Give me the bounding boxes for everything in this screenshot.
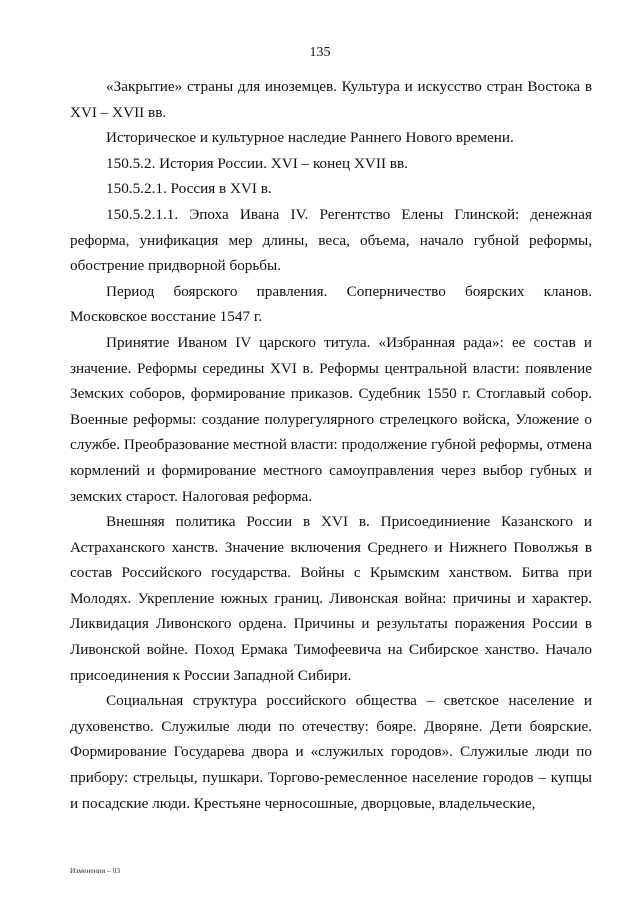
paragraph-2: Историческое и культурное наследие Раннего Нового времени. <box>106 129 514 147</box>
paragraph-reforms: Принятие Иваном IV царского титула. «Избранная рада»: ее состав и значение. Реформы середины XVI в. Реформы центральной власти: появление Земских соборов, формирование приказов. Судебник 1550 г. Стоглавый собор. Военные реформы: создание полурегулярного стрелецкого войска, Уложение о службе. Преобразование местной власти: продолжение губной реформы, отмена кормлений и формирование местного самоуправления через выбор губных и земских старост. Налоговая реформа. <box>70 333 592 505</box>
footer-revision-note: Изменения – 03 <box>70 866 121 875</box>
section-heading-history-russia: 150.5.2. История России. XVI – конец XVII вв. <box>106 154 408 172</box>
paragraph-1: «Закрытие» страны для иноземцев. Культура и искусство стран Востока в XVI – XVII вв. <box>70 78 592 121</box>
section-heading-russia-16th: 150.5.2.1. Россия в XVI в. <box>106 180 272 198</box>
body-text <box>70 74 592 816</box>
page-number: 135 <box>309 45 331 60</box>
paragraph-social-structure: Социальная структура российского общества – светское население и духовенство. Служилые люди по отечеству: бояре. Дворяне. Дети боярские. Формирование Государева двора и «служилых городов». Служилые люди по прибору: стрельцы, пушкари. Торгово-ремесленное население городов – купцы и посадские люди. Крестьяне черносошные, дворцовые, владельческие, <box>70 692 592 812</box>
paragraph-ivan-iv-era: 150.5.2.1.1. Эпоха Ивана IV. Регентство Елены Глинской: денежная реформа, унификация мер длины, веса, объема, начало губной реформы, обострение придворной борьбы. <box>70 205 592 275</box>
paragraph-foreign-policy: Внешняя политика России в XVI в. Присоединиение Казанского и Астраханского ханств. Значение включения Среднего и Нижнего Поволжья в состав Российского государства. Войны с Крымским ханством. Битва при Молодях. Укрепление южных границ. Ливонская война: причины и характер. Ликвидация Ливонского ордена. Причины и результаты поражения России в Ливонской войне. Поход Ермака Тимофеевича на Сибирское ханство. Начало присоединения к России Западной Сибири. <box>70 513 592 684</box>
paragraph-boyar-rule: Период боярского правления. Соперничество боярских кланов. Московское восстание 1547 г. <box>70 282 592 326</box>
